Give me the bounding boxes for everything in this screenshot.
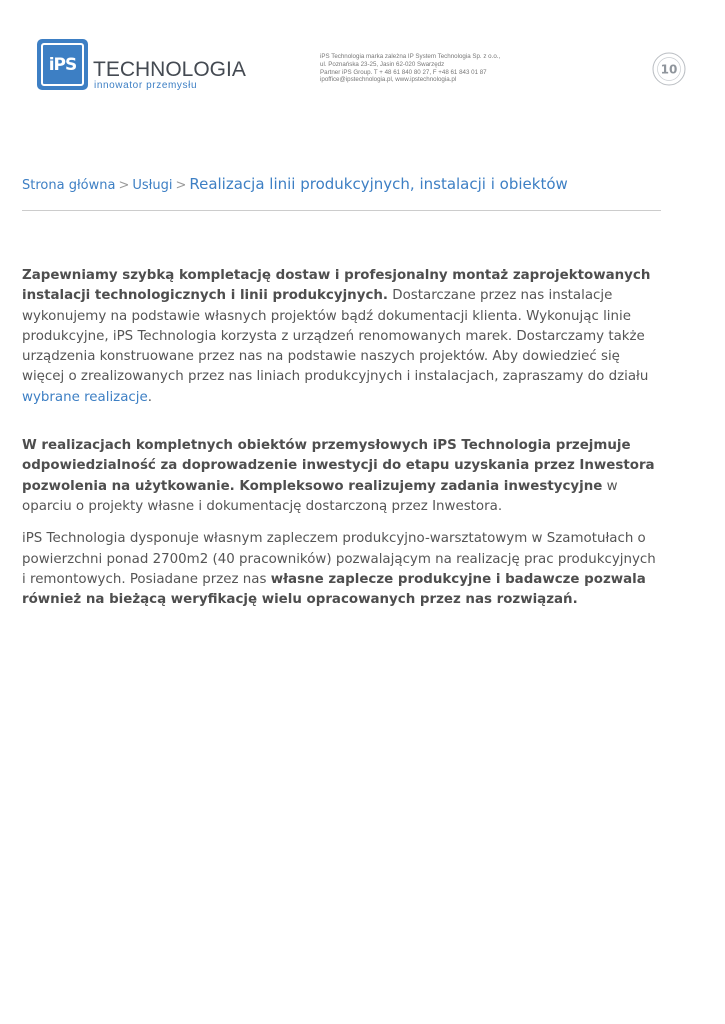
paragraph-industrial-objects-bold: W realizacjach kompletnych obiektów przemysłowych iPS Technologia przejmuje odpowiedzialność za doprowadzenie inwestycji do etapu uzyskania przez Inwestora pozwolenia na użytkowanie. Kompleksowo realizujemy zadania inwestycyjne xyxy=(22,438,655,494)
main-content xyxy=(22,266,657,610)
contact-line-address: ul. Poznańska 23-25, Jasin 62-020 Swarzędz xyxy=(320,60,445,68)
breadcrumb-current-page: Realizacja linii produkcyjnych, instalacji i obiektów xyxy=(189,175,568,193)
breadcrumb-home-link[interactable]: Strona główna xyxy=(22,178,116,193)
breadcrumb xyxy=(22,174,682,193)
contact-line-phone: Partner iPS Group. T + 48 61 840 80 27, F +48 61 843 01 87 xyxy=(320,68,487,76)
paragraph-industrial-objects xyxy=(22,436,657,517)
breadcrumb-divider xyxy=(22,210,661,211)
breadcrumb-separator: > xyxy=(118,178,130,193)
logo-mark xyxy=(37,39,88,90)
paragraph-delivery-text: Dostarczane przez nas instalacje wykonujemy na podstawie własnych projektów bądź dokumentacji klienta. Wykonując linie produkcyjne, iPS Technologia korzysta z urządzeń renomowanych marek. Dostarczamy także urządzenia konstruowane przez nas na podstawie naszych projektów. Aby dowiedzieć się więcej o zrealizowanych przez nas liniach produkcyjnych i instalacjach, zapraszamy do działu xyxy=(22,288,649,385)
logo-tagline: innowator przemysłu xyxy=(94,80,198,91)
anniversary-badge-icon xyxy=(652,52,686,86)
company-logo[interactable] xyxy=(37,39,247,94)
breadcrumb-services-link[interactable]: Usługi xyxy=(132,178,173,193)
paragraph-workshop-text: iPS Technologia dysponuje własnym zapleczem produkcyjno-warsztatowym w Szamotułach o powierzchni ponad 2700m2 (40 pracowników) pozwalającym na realizację prac produkcyjnych i remontowych. Posiadane przez nas xyxy=(22,531,656,587)
paragraph-industrial-objects-text: w oparciu o projekty własne i dokumentację dostarczoną przez Inwestora. xyxy=(22,478,618,514)
contact-info xyxy=(320,53,500,84)
contact-line-company: iPS Technologia marka zależna IP System Technologia Sp. z o.o., xyxy=(320,53,501,60)
paragraph-delivery xyxy=(22,266,657,408)
breadcrumb-separator: > xyxy=(175,178,187,193)
paragraph-workshop-bold: własne zaplecze produkcyjne i badawcze pozwala również na bieżącą weryfikację wielu opracowanych przez nas rozwiązań. xyxy=(22,571,646,608)
badge-number: 10 xyxy=(660,62,678,77)
paragraph-delivery-end: . xyxy=(147,389,152,405)
logo-name: TECHNOLOGIA xyxy=(93,58,246,81)
paragraph-delivery-bold: Zapewniamy szybką kompletację dostaw i profesjonalny montaż zaprojektowanych instalacji technologicznych i linii produkcyjnych. xyxy=(22,268,651,304)
contact-line-email: ipoffice@ipstechnologia.pl, www.ipstechnologia.pl xyxy=(320,76,457,84)
logo-mark-text: iPS xyxy=(41,43,84,86)
paragraph-workshop xyxy=(22,529,657,610)
selected-projects-link[interactable]: wybrane realizacje xyxy=(22,389,148,405)
